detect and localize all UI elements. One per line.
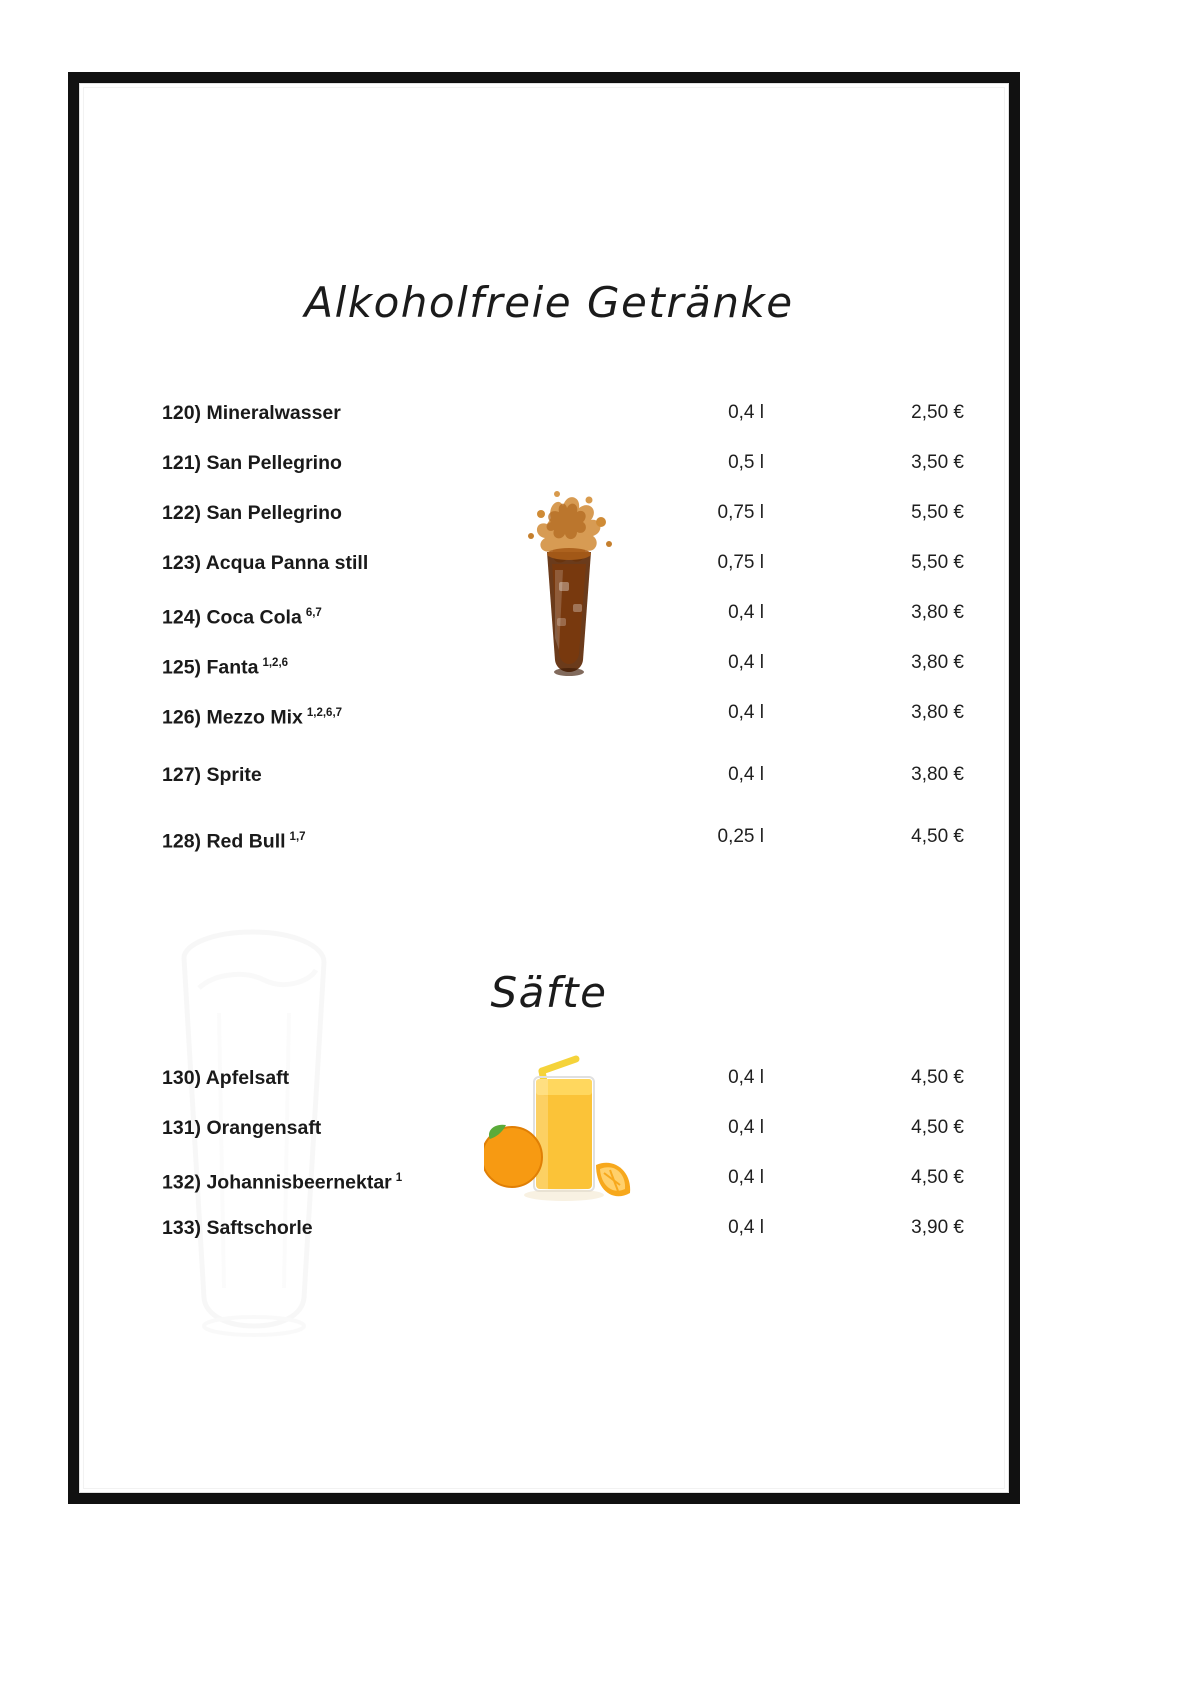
item-price: 3,80 € [911,764,964,785]
menu-content [84,88,1014,1498]
item-price: 3,80 € [911,702,964,723]
item-name: 122) San Pellegrino [162,502,342,524]
item-price: 4,50 € [911,1067,964,1088]
item-label: 126) Mezzo Mix [162,706,303,729]
menu-item-row [84,750,1014,800]
item-size: 0,4 l [728,1117,764,1138]
item-size: 0,4 l [728,602,764,623]
item-name [162,1153,402,1208]
allergen-superscript: 1,2,6,7 [306,707,343,719]
item-name [162,688,342,743]
item-label: 132) Johannisbeernektar [162,1171,392,1194]
menu-item-row [84,538,1014,588]
menu-item-row [84,1103,1014,1153]
item-size: 0,4 l [728,402,764,423]
item-price: 5,50 € [911,552,964,573]
item-name: 123) Acqua Panna still [162,552,369,574]
item-price: 4,50 € [911,1117,964,1138]
item-size: 0,4 l [728,652,764,673]
allergen-superscript: 1,2,6 [262,657,289,669]
item-price: 4,50 € [911,1167,964,1188]
menu-item-row [84,1203,1014,1253]
menu-inner-frame [83,87,1005,1489]
item-size: 0,4 l [728,764,764,785]
item-name [162,638,288,693]
menu-list-drinks [84,388,1014,862]
item-size: 0,4 l [728,1167,764,1188]
item-name [162,812,306,867]
item-name [162,588,322,643]
menu-item-row [84,1053,1014,1103]
item-size: 0,25 l [717,826,764,847]
item-name: 130) Apfelsaft [162,1067,290,1089]
item-price: 2,50 € [911,402,964,423]
menu-item-row [84,1153,1014,1203]
allergen-superscript: 1 [395,1172,403,1184]
menu-item-row [84,812,1014,862]
item-price: 3,90 € [911,1217,964,1238]
item-name: 133) Saftschorle [162,1217,313,1239]
item-label: 125) Fanta [162,656,259,679]
menu-item-row [84,438,1014,488]
item-name: 120) Mineralwasser [162,402,341,424]
menu-item-row [84,488,1014,538]
item-price: 5,50 € [911,502,964,523]
menu-item-row [84,588,1014,638]
item-size: 0,75 l [717,502,764,523]
menu-border-frame [68,72,1020,1504]
menu-list-juices [84,1053,1014,1253]
item-label: 128) Red Bull [162,830,286,853]
item-size: 0,4 l [728,702,764,723]
item-size: 0,75 l [717,552,764,573]
section-title-juices: Säfte [490,968,608,1017]
allergen-superscript: 6,7 [305,607,322,619]
item-price: 4,50 € [911,826,964,847]
menu-item-row [84,388,1014,438]
item-price: 3,80 € [911,652,964,673]
allergen-superscript: 1,7 [289,831,306,843]
menu-item-row [84,688,1014,738]
item-size: 0,4 l [728,1067,764,1088]
menu-item-row [84,638,1014,688]
item-name: 121) San Pellegrino [162,452,342,474]
item-label: 124) Coca Cola [162,606,302,629]
item-name: 127) Sprite [162,764,262,786]
item-size: 0,5 l [728,452,764,473]
item-price: 3,80 € [911,602,964,623]
item-size: 0,4 l [728,1217,764,1238]
section-title-drinks: Alkoholfreie Getränke [304,278,794,327]
item-price: 3,50 € [911,452,964,473]
item-name: 131) Orangensaft [162,1117,322,1139]
